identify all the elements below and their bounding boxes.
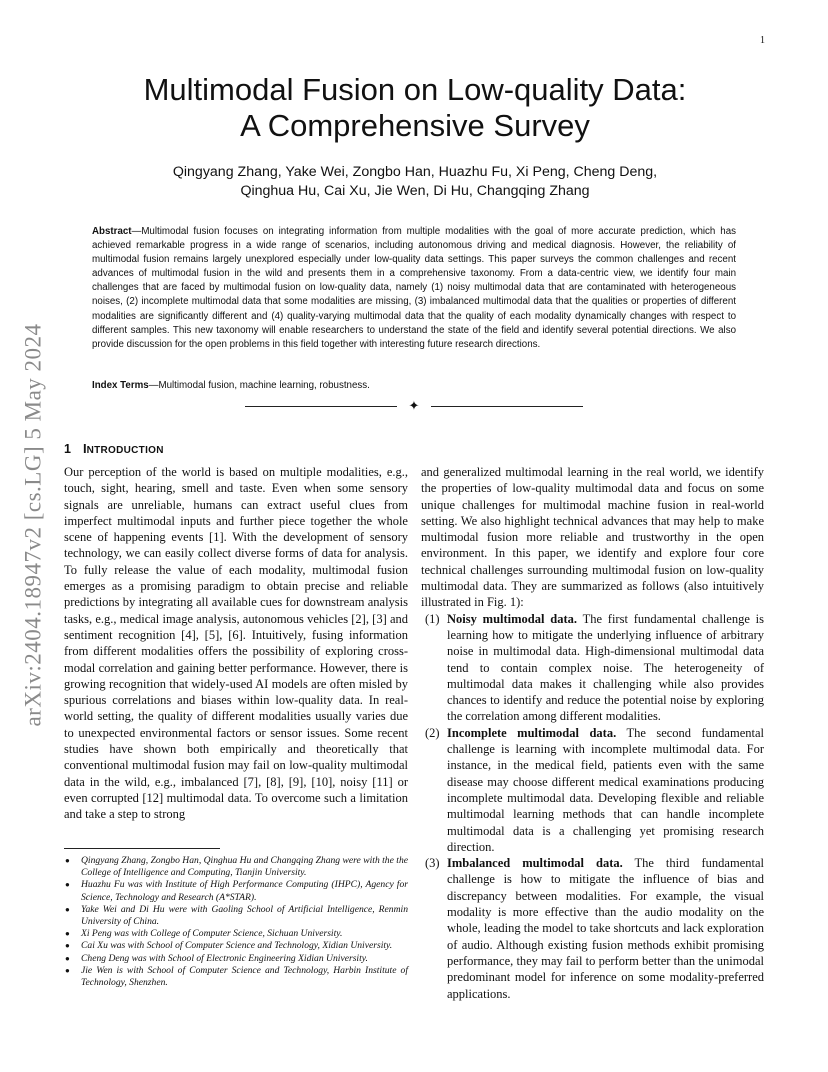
footnote-text: Qingyang Zhang, Zongbo Han, Qinghua Hu and Changqing Zhang were with the the College of Intelligence and Computing, Tianjin University. xyxy=(81,855,408,879)
footnotes xyxy=(64,855,408,989)
footnote-item xyxy=(64,879,408,903)
abstract-text: —Multimodal fusion focuses on integrating information from multiple modalities with the goal of more accurate prediction, which has achieved remarkable progress in a wide range of scenarios, including autonomous driving and medical diagnosis. However, the reliability of multimodal fusion remains largely unexplored especially under low-quality data settings. This paper surveys the common challenges and recent advances of multimodal fusion in the wild and presents them in a comprehensive taxonomy. From a data-centric view, we identify four main challenges that are faced by multimodal fusion on low-quality data, namely (1) noisy multimodal data that are contaminated with heterogeneous noises, (2) incomplete multimodal data that some modalities are missing, (3) imbalanced multimodal data that the qualities or properties of different modalities are significantly different and (4) quality-varying multimodal data that the quality of each modality dynamically changes with respect to different samples. This new taxonomy will enable researchers to understand the state of the field and identify several potential directions. We also provide discussion for the open problems in this field together with interesting future research directions. xyxy=(92,226,736,350)
arxiv-watermark xyxy=(12,290,56,760)
list-item-body xyxy=(447,855,764,1002)
separator-line-right xyxy=(431,406,583,407)
author-list xyxy=(90,163,740,201)
left-column xyxy=(64,464,408,823)
footnote-rule xyxy=(64,848,220,849)
section-number: 1 xyxy=(64,442,71,456)
list-item-text: The third fundamental challenge is how to mitigate the influence of bias and discrepancy between modalities. For example, the visual modality is more effective than the audio modality on the whole, leading the model to take shortcuts and lack exploration of audio. Although existing fusion methods exhibit promising performance, they may fail to perform better than the unimodal predominant model for inference on some modality-preferred applications. xyxy=(447,856,764,1001)
authors-line-1: Qingyang Zhang, Yake Wei, Zongbo Han, Huazhu Fu, Xi Peng, Cheng Deng, xyxy=(172,164,658,180)
list-item-number: (1) xyxy=(425,611,440,626)
section-title-rest: NTRODUCTION xyxy=(86,445,164,456)
list-item-text: The first fundamental challenge is learning how to mitigate the underlying influence of arbitrary noise in multimodal data. High-dimensional multimodal data tend to contain complex noise. The heterogeneity of multimodal data makes it challenging while also provides chances to identify and reduce the potential noise by exploring the correlation among different modalities. xyxy=(447,611,764,724)
section-heading xyxy=(64,441,164,456)
list-item xyxy=(421,611,764,725)
list-item-heading: Incomplete multimodal data. xyxy=(447,725,617,740)
list-item xyxy=(421,855,764,1002)
footnote-item xyxy=(64,855,408,879)
footnote-text: Cheng Deng was with School of Electronic Engineering Xidian University. xyxy=(81,952,368,964)
section-title-initial: I xyxy=(82,441,87,456)
intro-paragraph: Our perception of the world is based on multiple modalities, e.g., touch, sight, hearing, smell and taste. Even when some sensory signals are unreliable, humans can extract useful clues from imperfect multimodal inputs and further piece together the whole scene of happening events [1]. With the development of sensory technology, we can easily collect diverse forms of data for analysis. To fully release the value of each modality, multimodal fusion emerges as a promising paradigm to obtain precise and reliable predictions by integrating all available cues for downstream analysis tasks, e.g., medical image analysis, autonomous vehicles [2], [3] and sentiment recognition [4], [5], [6]. Intuitively, fusing information from different modalities offers the possibility of exploring cross-modal correlation and gaining better performance. However, there is growing recognition that widely-used AI models are often misled by spurious correlations and biases within low-quality data. In real-world setting, the quality of different modalities usually varies due to unexpected environmental factors or sensor issues. Some recent studies have shown both empirically and theoretically that conventional multimodal fusion may fail on low-quality multimodal data in the wild, e.g., imbalanced [7], [8], [9], [10], noisy [11] or even corrupted [12] multimodal data. To overcome such a limitation and take a step to strong xyxy=(64,465,408,822)
title-line-2: A Comprehensive Survey xyxy=(240,108,590,143)
list-item-text: The second fundamental challenge is learning with incomplete multimodal data. For instance, in the medical field, patients even with the same disease may choose different medical examinations producing incomplete multimodal data. Developing flexible and reliable multimodal learning methods that can handle incomplete multimodal data is a challenging yet promising research direction. xyxy=(447,725,764,854)
footnote-item xyxy=(64,940,408,952)
index-terms-text: —Multimodal fusion, machine learning, robustness. xyxy=(148,380,370,391)
title-line-1: Multimodal Fusion on Low-quality Data: xyxy=(143,72,687,107)
arxiv-identifier: arXiv:2404.18947v2 [cs.LG] 5 May 2024 xyxy=(21,323,46,727)
footnote-text: Xi Peng was with College of Computer Science, Sichuan University. xyxy=(81,928,343,940)
bullet-icon: ● xyxy=(65,856,70,865)
section-separator xyxy=(245,399,583,413)
bullet-icon: ● xyxy=(65,953,70,963)
footnote-text: Yake Wei and Di Hu were with Gaoling School of Artificial Intelligence, Renmin University of China. xyxy=(81,903,408,928)
list-item-heading: Noisy multimodal data. xyxy=(447,611,577,626)
footnote-item xyxy=(64,928,408,940)
bullet-icon: ● xyxy=(65,965,70,975)
footnote-text: Jie Wen is with School of Computer Science and Technology, Harbin Institute of Technology, Shenzhen. xyxy=(81,964,408,989)
page-number: 1 xyxy=(760,35,765,46)
bullet-icon: ● xyxy=(65,929,70,939)
list-item-body xyxy=(447,611,764,725)
bullet-icon: ● xyxy=(65,880,70,890)
footnote-item xyxy=(64,904,408,928)
bullet-icon: ● xyxy=(65,904,70,914)
abstract-label: Abstract xyxy=(92,226,132,237)
abstract xyxy=(92,225,736,352)
diamond-icon: ✦ xyxy=(408,398,420,414)
separator-line-left xyxy=(245,406,397,407)
paper-title xyxy=(90,72,740,144)
list-item xyxy=(421,725,764,855)
index-terms xyxy=(92,380,736,391)
list-item-number: (2) xyxy=(425,725,440,740)
bullet-icon: ● xyxy=(65,941,70,951)
list-item-heading: Imbalanced multimodal data. xyxy=(447,856,623,871)
footnote-item xyxy=(64,965,408,989)
footnote-text: Cai Xu was with School of Computer Science and Technology, Xidian University. xyxy=(81,940,393,952)
list-item-body xyxy=(447,725,764,855)
right-column xyxy=(421,464,764,1002)
intro-continuation: and generalized multimodal learning in the real world, we identify the properties of low-quality multimodal data and focus on some unique challenges for multimodal machine fusion in real-world setting. We also highlight technical advances that may help to make multimodal fusion more reliable and trustworthy in the open environment. In this paper, we identify and explore four core technical challenges surrounding multimodal fusion on low-quality multimodal data. They are summarized as follows (also intuitively illustrated in Fig. 1): xyxy=(421,465,764,610)
index-terms-label: Index Terms xyxy=(92,380,149,391)
footnote-item xyxy=(64,953,408,965)
list-item-number: (3) xyxy=(425,856,440,871)
authors-line-2: Qinghua Hu, Cai Xu, Jie Wen, Di Hu, Changqing Zhang xyxy=(240,183,590,199)
footnote-text: Huazhu Fu was with Institute of High Performance Computing (IHPC), Agency for Science, Technology and Research (A*STAR). xyxy=(81,879,408,903)
